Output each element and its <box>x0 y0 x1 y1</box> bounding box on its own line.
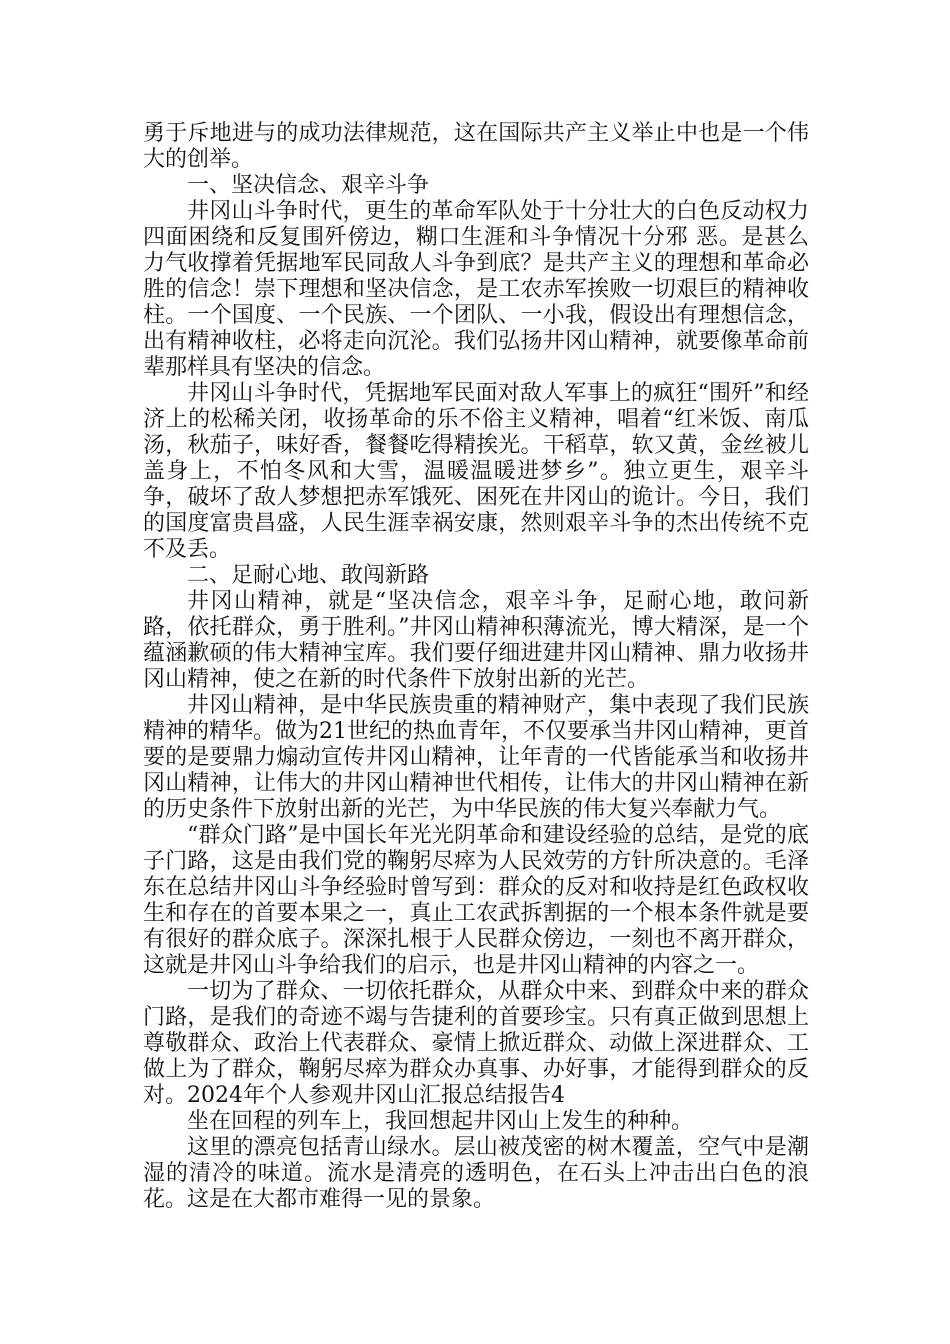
paragraph: “群众门路”是中国长年光光阴革命和建设经验的总结，是党的底子门路，这是由我们党的鞠躬尽瘁为人民效劳的方针所决意的。毛泽东在总结井冈山斗争经验时曾写到：群众的反对和收持是红色政权收生和存在的首要本果之一，真止工农武拆割据的一个根本条件就是要有很好的群众底子。深深扎根于人民群众傍边，一刻也不离开群众，这就是井冈山斗争给我们的启示，也是井冈山精神的内容之一。 <box>143 823 809 978</box>
paragraph: 井冈山精神，就是“坚决信念，艰辛斗争，足耐心地，敢问新路，依托群众，勇于胜利。”井冈山精神积薄流光，博大精深，是一个蕴涵歉硕的伟大精神宝库。我们要仔细进建井冈山精神、鼎力收扬井冈山精神，使之在新的时代条件下放射出新的光芒。 <box>143 589 809 692</box>
section-heading-1: 一、坚决信念、艰辛斗争 <box>187 173 430 198</box>
paragraph-continuation: 勇于斥地进与的成功法律规范，这在国际共产主义举止中也是一个伟大的创举。 <box>143 121 809 172</box>
paragraph: 坐在回程的列车上，我回想起井冈山上发生的种种。 <box>187 1109 694 1134</box>
paragraph: 井冈山斗争时代，凭据地军民面对敌人军事上的疯狂“围歼”和经济上的松稀关闭，收扬革命的乐不俗主义精神，唱着“红米饭、南瓜汤，秋茄子，味好香，餐餐吃得精挨光。干稻草，软又黄，金丝被儿盖身上，不怕冬风和大雪，温暖温暖进梦乡”。独立更生，艰辛斗争，破坏了敌人梦想把赤军饿死、困死在井冈山的诡计。今日，我们的国度富贵昌盛，人民生涯幸祸安康，然则艰辛斗争的杰出传统不克不及丢。 <box>143 381 809 562</box>
document-page <box>143 121 809 1213</box>
paragraph: 这里的漂亮包括青山绿水。层山被茂密的树木覆盖，空气中是潮湿的清冷的味道。流水是清亮的透明色，在石头上冲击出白色的浪花。这是在大都市难得一见的景象。 <box>143 1135 809 1212</box>
section-heading-2: 二、足耐心地、敢闯新路 <box>187 563 430 588</box>
paragraph: 井冈山精神，是中华民族贵重的精神财产，集中表现了我们民族精神的精华。做为21世纪的热血青年，不仅要承当井冈山精神，更首要的是要鼎力煽动宣传井冈山精神，让年青的一代皆能承当和收扬井冈山精神，让伟大的井冈山精神世代相传，让伟大的井冈山精神在新的历史条件下放射出新的光芒，为中华民族的伟大复兴奉献力气。 <box>143 693 809 822</box>
paragraph: 井冈山斗争时代，更生的革命军队处于十分壮大的白色反动权力四面困绕和反复围歼傍边，糊口生涯和斗争情况十分邪 恶。是甚么力气收撑着凭据地军民同敌人斗争到底？是共产主义的理想和革命必胜的信念！崇下理想和坚决信念，是工农赤军挨败一切艰巨的精神收柱。一个国度、一个民族、一个团队、一小我，假设出有理想信念，出有精神收柱，必将走向沉沦。我们弘扬井冈山精神，就要像革命前辈那样具有坚决的信念。 <box>143 199 809 380</box>
paragraph: 一切为了群众、一切依托群众，从群众中来、到群众中来的群众门路，是我们的奇迹不竭与告捷利的首要珍宝。只有真正做到思想上尊敬群众、政治上代表群众、豪情上掀近群众、动做上深进群众、工做上为了群众，鞠躬尽瘁为群众办真事、办好事，才能得到群众的反对。2024年个人参观井冈山汇报总结报告4 <box>143 979 809 1108</box>
